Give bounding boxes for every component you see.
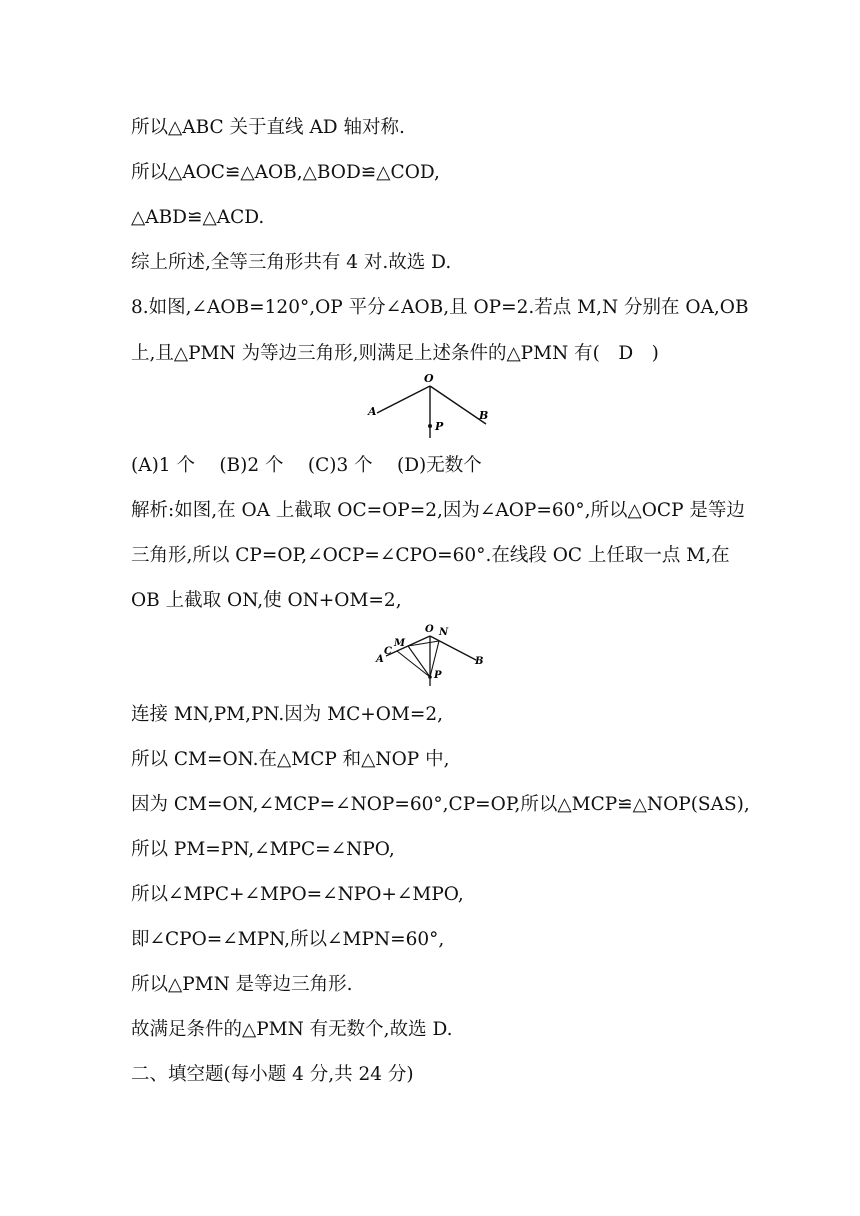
segment-oa (377, 386, 430, 413)
point-p (428, 675, 432, 679)
segment-ob (430, 386, 489, 424)
answer-options: (A)1 个 (B)2 个 (C)3 个 (D)无数个 (131, 455, 482, 476)
solution-conclusion: 故满足条件的△PMN 有无数个,故选 D. (131, 1019, 453, 1040)
section-heading-fill-in-blank: 二、填空题(每小题 4 分,共 24 分) (131, 1064, 414, 1085)
solution-line-10: 所以△PMN 是等边三角形. (131, 974, 353, 995)
label-a: A (376, 654, 384, 665)
solution-line-8: 所以∠MPC+∠MPO=∠NPO+∠MPO, (131, 884, 464, 905)
label-b: B (475, 656, 484, 667)
solution-line-2: 三角形,所以 CP=OP,∠OCP=∠CPO=60°.在线段 OC 上任取一点 M,在 (131, 545, 730, 566)
solution-line-3: OB 上截取 ON,使 ON+OM=2, (131, 590, 402, 611)
solution-line-4: 连接 MN,PM,PN.因为 MC+OM=2, (131, 704, 444, 725)
text-line-2: 所以△AOC≌△AOB,△BOD≌△COD, (131, 162, 440, 183)
figure-equilateral-construction (370, 622, 490, 690)
label-n: N (439, 627, 449, 638)
solution-line-7: 所以 PM=PN,∠MPC=∠NPO, (131, 839, 395, 860)
figure-angle-aob (360, 368, 500, 442)
question-8-line-1: 8.如图,∠AOB=120°,OP 平分∠AOB,且 OP=2.若点 M,N 分别在 OA,OB (131, 297, 749, 318)
label-o: O (424, 372, 434, 385)
solution-line-9: 即∠CPO=∠MPN,所以∠MPN=60°, (131, 929, 445, 950)
label-a: A (368, 405, 377, 418)
label-b: B (479, 409, 489, 422)
point-p (428, 424, 432, 428)
label-c: C (384, 646, 392, 657)
solution-line-1: 解析:如图,在 OA 上截取 OC=OP=2,因为∠AOP=60°,所以△OCP 是等边 (131, 500, 745, 521)
label-p: P (435, 420, 444, 433)
text-line-1: 所以△ABC 关于直线 AD 轴对称. (131, 117, 405, 138)
solution-line-5: 所以 CM=ON.在△MCP 和△NOP 中, (131, 749, 450, 770)
solution-line-6: 因为 CM=ON,∠MCP=∠NOP=60°,CP=OP,所以△MCP≌△NOP(SAS), (131, 794, 750, 815)
segment-mp (408, 646, 430, 677)
label-o: O (425, 624, 434, 635)
text-line-3: △ABD≌△ACD. (131, 207, 265, 228)
label-p: P (434, 670, 442, 681)
text-line-4: 综上所述,全等三角形共有 4 对.故选 D. (131, 252, 452, 273)
label-m: M (394, 638, 406, 649)
segment-cp (397, 651, 430, 677)
question-8-line-2: 上,且△PMN 为等边三角形,则满足上述条件的△PMN 有( D ) (131, 343, 659, 364)
